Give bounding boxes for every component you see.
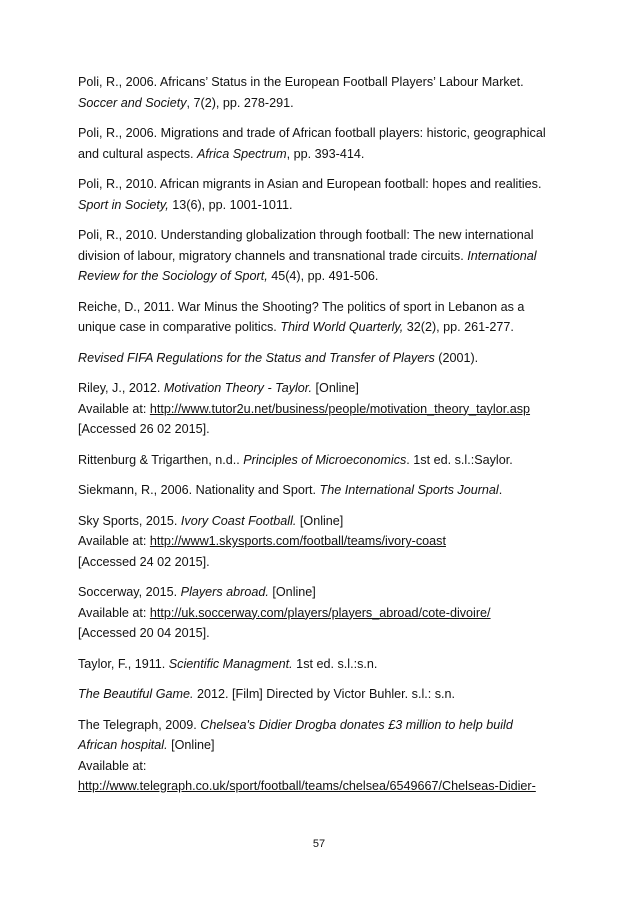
reference-text: Riley, J., 2012. [78,381,164,395]
book-title: Scientific Managment. [168,656,293,671]
reference-line [78,582,578,603]
reference-text: 13(6), pp. 1001-1011. [168,197,293,212]
reference-line [78,266,578,287]
reference-entry [78,582,578,644]
reference-line [78,317,578,338]
reference-text: The Telegraph, 2009. [78,717,201,732]
reference-text: division of labour, migratory channels and transnational trade circuits. [78,248,468,263]
reference-text: Available at: [78,401,150,416]
reference-line: Poli, R., 2010. African migrants in Asian and European football: hopes and realities. [78,177,542,191]
reference-entry [78,123,578,164]
reference-text: . [498,483,503,497]
document-title: Revised FIFA Regulations for the Status and Transfer of Players [78,350,435,365]
reference-line: Poli, R., 2010. Understanding globalization through football: The new international [78,228,534,242]
reference-line: [Accessed 20 04 2015]. [78,626,210,640]
reference-text: Soccerway, 2015. [78,585,181,599]
reference-text: [Online] [268,585,316,599]
reference-line [78,399,578,420]
reference-entry [78,225,578,287]
reference-text: 1st ed. s.l.:s.n. [292,656,378,671]
reference-text: [Online] [296,513,344,528]
reference-list [78,72,578,807]
web-title: Motivation Theory - Taylor. [163,381,313,395]
journal-title: Africa Spectrum [197,146,287,161]
article-title: Chelsea's Didier Drogba donates £3 million to help build [200,717,513,732]
journal-title: Soccer and Society [78,95,187,110]
reference-line [78,450,578,471]
reference-text: Taylor, F., 1911. [78,656,169,671]
reference-entry [78,450,578,471]
reference-link[interactable]: http://www1.skysports.com/football/teams/ivory-coast [149,534,446,548]
reference-text: Available at: [78,534,150,548]
reference-line [78,348,578,369]
reference-line: Poli, R., 2006. Africans’ Status in the European Football Players’ Labour Market. [78,75,524,89]
reference-line: [Accessed 24 02 2015]. [78,554,210,569]
reference-text: Siekmann, R., 2006. Nationality and Sport. [78,483,320,497]
reference-line [78,378,578,399]
reference-line [78,684,578,705]
book-title: Principles of Microeconomics [243,452,407,467]
reference-text: 45(4), pp. 491-506. [267,269,379,283]
reference-line: Available at: [78,758,147,773]
reference-line [78,195,578,216]
web-title: Ivory Coast Football. [180,513,297,528]
reference-text: Sky Sports, 2015. [78,513,181,528]
journal-title: Sport in Society, [78,197,169,212]
reference-link[interactable]: http://www.tutor2u.net/business/people/motivation_theory_taylor.asp [149,401,531,416]
reference-line [78,531,578,552]
reference-link[interactable]: http://www.telegraph.co.uk/sport/football/teams/chelsea/6549667/Chelseas-Didier- [78,779,536,793]
reference-line [78,715,578,736]
reference-line [78,144,578,165]
reference-line [78,603,578,624]
reference-text: 32(2), pp. 261-277. [403,320,514,334]
reference-entry [78,715,578,797]
reference-text: , 7(2), pp. 278-291. [186,95,294,110]
web-title: Players abroad. [180,585,269,599]
reference-entry [78,297,578,338]
reference-text: . 1st ed. s.l.:Saylor. [406,452,513,467]
reference-entry [78,684,578,705]
film-title: The Beautiful Game. [78,687,194,701]
reference-text: (2001). [434,350,479,365]
reference-text: [Online] [312,381,359,395]
reference-text: , pp. 393-414. [286,146,365,161]
reference-text: and cultural aspects. [78,146,198,161]
reference-line [78,93,578,114]
reference-text: 2012. [Film] Directed by Victor Buhler. s.l.: s.n. [193,687,456,701]
reference-entry [78,378,578,440]
reference-line: Reiche, D., 2011. War Minus the Shooting? The politics of sport in Lebanon as a [78,299,525,314]
reference-line: Poli, R., 2006. Migrations and trade of African football players: historic, geographical [78,126,546,140]
reference-line [78,735,578,756]
reference-text: Rittenburg & Trigarthen, n.d.. [78,452,244,467]
journal-title: The International Sports Journal [319,483,499,497]
reference-entry [78,480,578,501]
reference-line [78,246,578,267]
journal-title: Third World Quarterly, [280,320,404,334]
page-number: 57 [312,838,326,850]
journal-title: International [467,248,537,263]
reference-entry [78,654,578,675]
reference-entry [78,174,578,215]
reference-line [78,480,578,501]
reference-text: unique case in comparative politics. [78,320,281,334]
reference-entry [78,511,578,573]
reference-text: Available at: [78,605,150,620]
reference-entry [78,72,578,113]
reference-line: [Accessed 26 02 2015]. [78,422,210,436]
journal-title: Review for the Sociology of Sport, [78,269,268,283]
article-title: African hospital. [78,738,168,752]
reference-line [78,654,578,675]
reference-text: [Online] [167,738,215,752]
reference-link[interactable]: http://uk.soccerway.com/players/players_abroad/cote-divoire/ [149,605,491,620]
reference-line [78,511,578,532]
reference-entry [78,348,578,369]
